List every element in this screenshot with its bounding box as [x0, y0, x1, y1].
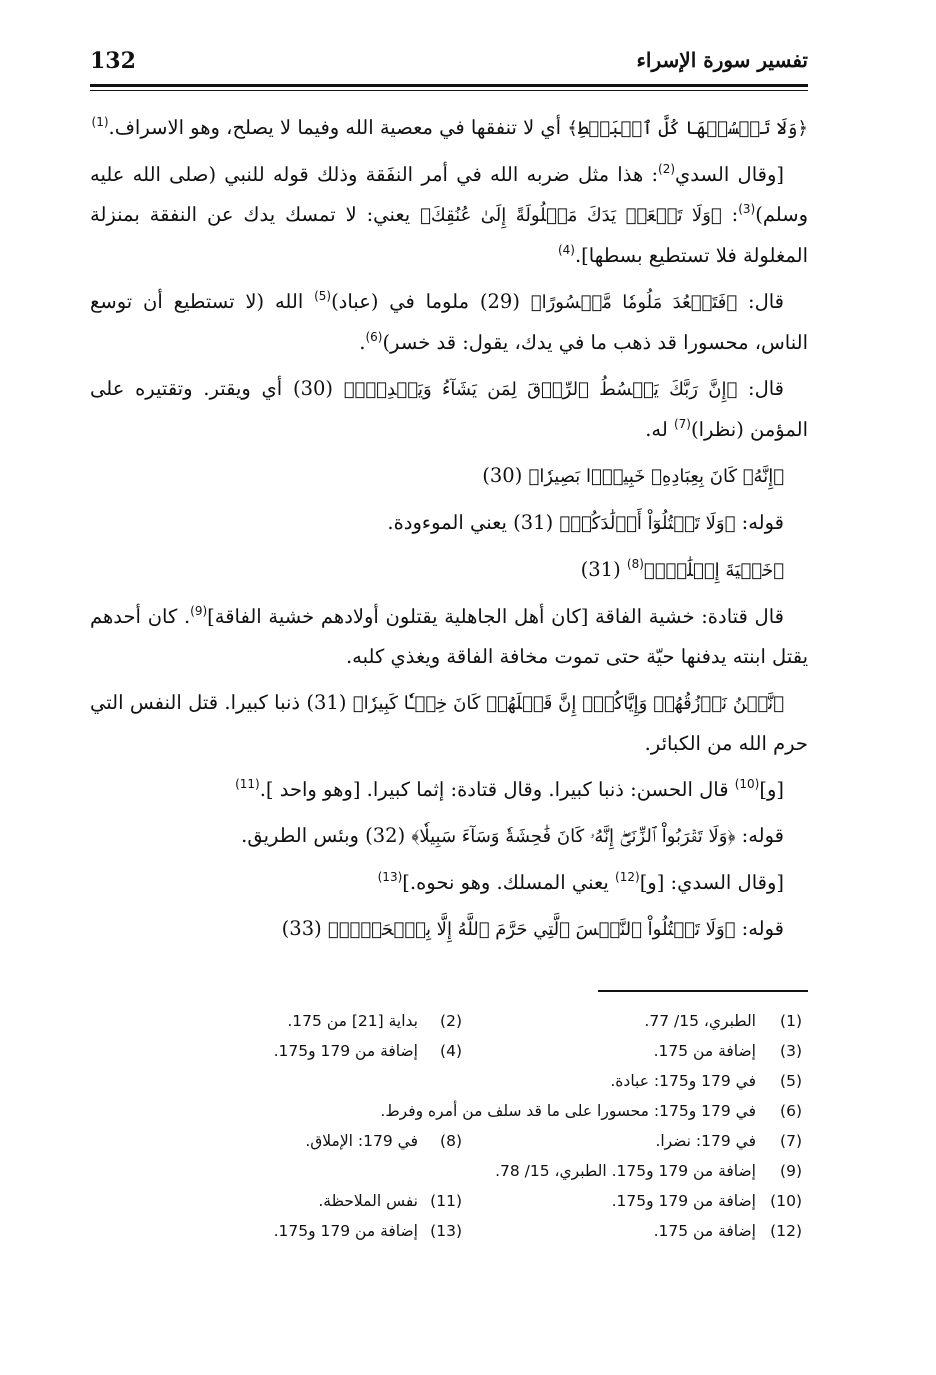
footnote-row	[90, 1036, 808, 1066]
page-header	[90, 48, 808, 82]
footnote-number: (7)	[780, 1132, 802, 1150]
footnote-text: في 179: الإملاق.	[305, 1132, 418, 1150]
footnote-ref: (4)	[557, 243, 575, 257]
verse-line-6	[90, 503, 808, 544]
footnote-10	[462, 1192, 808, 1210]
footnote-separator	[598, 990, 808, 992]
paragraph-8	[90, 597, 808, 677]
footnote-ref: (5)	[314, 289, 332, 303]
footnote-number: (1)	[780, 1012, 802, 1030]
footnote-text: الطبري، 15/ 77.	[644, 1012, 756, 1030]
footnote-ref: (2)	[658, 162, 676, 176]
quran-verse: ﴿خَشۡيَةَ إِمۡلَٰقٖۖ﴾	[643, 560, 784, 581]
text-span: قال:	[737, 290, 785, 313]
quran-verse: ﴿فَتَقۡعُدَ مَلُومٗا مَّحۡسُورًا﴾	[530, 292, 738, 313]
footnote-number: (6)	[780, 1102, 802, 1120]
text-span: (29) ملوما في (عباد)	[331, 290, 531, 313]
footnote-11	[202, 1192, 462, 1210]
paragraph-3	[90, 282, 808, 363]
footnote-row	[90, 1156, 808, 1186]
text-span: : هذا مثل ضربه الله في أمر النفَقة وذلك قوله للنبي (صلى الله عليه وسلم)	[90, 163, 809, 226]
footnotes	[90, 1006, 808, 1246]
paragraph-2	[90, 155, 808, 276]
footnote-ref: (8)	[626, 557, 644, 571]
quran-verse: ﴿إِنَّ رَبَّكَ يَبۡسُطُ ٱلرِّزۡقَ لِمَن يَشَآءُ وَيَقۡدِرُۚ﴾	[343, 379, 738, 400]
line-12	[90, 863, 808, 903]
text-span: أي لا تنفقها في معصية الله وفيما لا يصلح، وهو الاسراف.	[108, 116, 568, 139]
paragraph-1	[90, 108, 808, 149]
footnote-text: في 179 و175: عبادة.	[610, 1072, 756, 1090]
quran-verse: ﴿وَلَا تَبۡسُطۡهَا كُلَّ ٱلۡبَسۡطِ﴾	[567, 118, 808, 139]
quran-verse: ﴿نَّحۡنُ نَرۡزُقُهُمۡ وَإِيَّاكُمۡۚ إِنَّ قَتۡلَهُمۡ كَانَ خِطۡـٔٗا كَبِيرٗا﴾	[352, 693, 784, 714]
footnote-ref: (12)	[615, 870, 640, 884]
text-span: (31) ذنبا كبيرا. قتل النفس التي حرم الله من الكبائر.	[90, 691, 808, 755]
text-span: . كان أحدهم يقتل ابنته يدفنها حيّة حتى تموت مخافة الفاقة ويغذي كلبه.	[90, 605, 808, 668]
quran-verse: ﴿وَلَا تَقۡرَبُواْ ٱلزِّنَىٰٓۖ إِنَّهُۥ كَانَ فَٰحِشَةٗ وَسَآءَ سَبِيلٗا﴾	[411, 826, 736, 847]
text-span: (31) يعني الموءودة.	[387, 511, 560, 534]
text-span: الله (لا تستطيع أن توسع الناس، محسورا قد ذهب ما في يدك، يقول: قد خسر)	[90, 290, 808, 354]
header-rule-thick	[90, 84, 808, 87]
footnote-text: في 179: نضرا.	[655, 1132, 756, 1150]
footnote-8	[202, 1132, 462, 1150]
footnote-row	[90, 1126, 808, 1156]
quran-verse: ﴿وَلَا تَقۡتُلُوٓاْ أَوۡلَٰدَكُمۡ﴾	[559, 513, 736, 534]
paragraph-9	[90, 683, 808, 764]
text-span: قوله:	[735, 917, 784, 940]
footnote-text: إضافة من 179 و175.	[611, 1192, 756, 1210]
page-number: 132	[90, 48, 136, 74]
footnote-ref: (11)	[235, 777, 260, 791]
footnote-9	[102, 1162, 808, 1180]
footnote-number: (8)	[440, 1132, 462, 1150]
text-span: قال الحسن: ذنبا كبيرا. وقال قتادة: إثما كبيرا. [وهو واحد ].	[259, 778, 735, 801]
footnote-row	[90, 1186, 808, 1216]
footnote-6	[102, 1102, 808, 1120]
verse-line-7	[90, 550, 808, 591]
line-10	[90, 770, 808, 810]
footnote-3	[462, 1042, 808, 1060]
footnote-number: (11)	[430, 1192, 462, 1210]
quran-verse: ﴿إِنَّهُۥ كَانَ بِعِبَادِهِۦ خَبِيرَۢا بَصِيرٗا﴾	[528, 466, 784, 487]
footnote-row	[90, 1006, 808, 1036]
line-11	[90, 816, 808, 857]
footnote-row	[90, 1066, 808, 1096]
footnote-2	[202, 1012, 462, 1030]
verse-number: (30)	[482, 464, 529, 487]
quran-verse: ﴿وَلَا تَقۡتُلُواْ ٱلنَّفۡسَ ٱلَّتِي حَرَّمَ ٱللَّهُ إِلَّا بِٱلۡحَقِّۗ﴾	[327, 919, 736, 940]
footnote-text: إضافة من 175.	[653, 1042, 756, 1060]
footnote-ref: (1)	[91, 115, 109, 129]
footnote-5	[102, 1072, 808, 1090]
verse-number: (33)	[281, 917, 328, 940]
footnote-number: (2)	[440, 1012, 462, 1030]
text-span: له.	[645, 418, 674, 441]
footnote-number: (9)	[780, 1162, 802, 1180]
text-span: (32) وبئس الطريق.	[241, 824, 412, 847]
footnote-ref: (9)	[190, 604, 208, 618]
footnote-ref: (3)	[738, 202, 756, 216]
text-span: يعني: لا تمسك يدك عن النفقة بمنزلة المغلولة فلا تستطيع بسطها].	[90, 203, 808, 267]
footnote-row	[90, 1216, 808, 1246]
footnote-13	[202, 1222, 462, 1240]
main-text	[90, 108, 808, 956]
footnote-ref: (10)	[734, 777, 760, 791]
line-13	[90, 909, 808, 950]
text-span: قال:	[737, 377, 784, 400]
footnote-text: نفس الملاحظة.	[318, 1192, 418, 1210]
footnote-12	[462, 1222, 808, 1240]
footnote-text: إضافة من 175.	[653, 1222, 756, 1240]
footnote-row	[90, 1096, 808, 1126]
footnote-number: (3)	[780, 1042, 802, 1060]
footnote-ref: (13)	[377, 870, 403, 884]
footnote-number: (10)	[770, 1192, 802, 1210]
verse-line-5	[90, 456, 808, 497]
text-span: :	[721, 203, 739, 226]
footnote-text: بداية [21] من 175.	[287, 1012, 418, 1030]
verse-number: (31)	[580, 558, 627, 581]
footnote-number: (4)	[440, 1042, 462, 1060]
text-span: [وقال السدي: [و]	[639, 871, 784, 894]
paragraph-4	[90, 369, 808, 450]
footnote-number: (12)	[770, 1222, 802, 1240]
footnote-text: إضافة من 179 و175. الطبري، 15/ 78.	[495, 1162, 756, 1180]
text-span: .	[359, 331, 366, 354]
text-span: يعني المسلك. وهو نحوه.]	[402, 871, 616, 894]
text-span: قوله:	[735, 824, 784, 847]
footnote-text: إضافة من 179 و175.	[273, 1042, 418, 1060]
running-title: تفسير سورة الإسراء	[636, 48, 808, 72]
text-span: قال قتادة: خشية الفاقة [كان أهل الجاهلية يقتلون أولادهم خشية الفاقة]	[207, 605, 784, 628]
footnote-text: إضافة من 179 و175.	[273, 1222, 418, 1240]
text-span: قوله:	[735, 511, 784, 534]
text-span: [و]	[759, 778, 784, 801]
text-span: (30) أي ويقتر. وتقتيره على المؤمن (نظرا)	[90, 377, 808, 441]
quran-verse: ﴿وَلَا تَجۡعَلۡ يَدَكَ مَغۡلُولَةً إِلَىٰ عُنُقِكَ﴾	[420, 205, 722, 226]
footnote-number: (13)	[430, 1222, 462, 1240]
footnote-ref: (7)	[673, 417, 691, 431]
footnote-ref: (6)	[365, 330, 383, 344]
footnote-number: (5)	[780, 1072, 802, 1090]
text-span: [وقال السدي	[675, 163, 784, 186]
footnote-4	[202, 1042, 462, 1060]
footnote-text: في 179 و175: محسورا على ما قد سلف من أمره وفرط.	[380, 1102, 756, 1120]
footnote-1	[462, 1012, 808, 1030]
footnote-7	[462, 1132, 808, 1150]
header-rule-thin	[90, 90, 808, 91]
